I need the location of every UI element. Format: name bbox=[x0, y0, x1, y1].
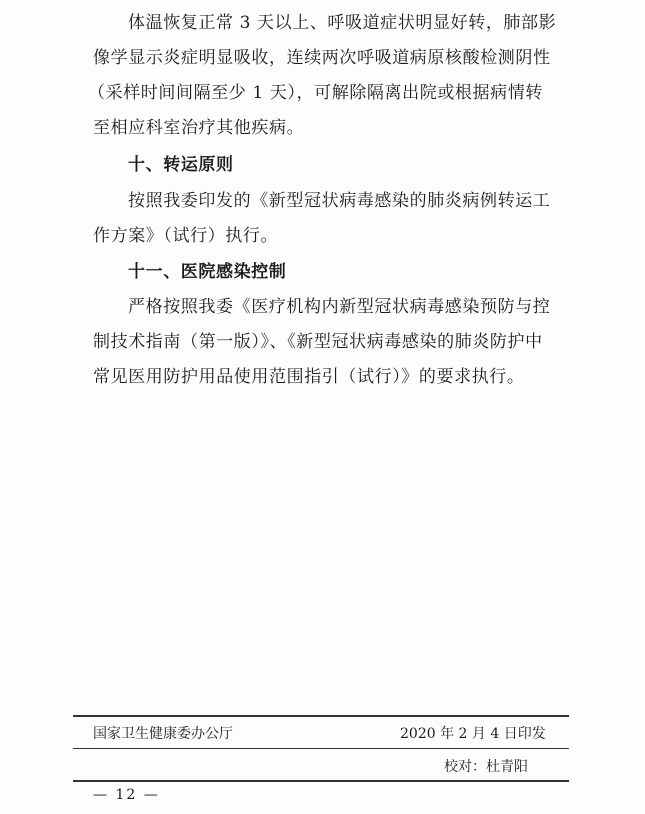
section-heading-10: 十、转运原则 bbox=[128, 155, 234, 175]
paragraph-1-line-4: 至相应科室治疗其他疾病。 bbox=[93, 118, 305, 138]
paragraph-1-line-2: 像学显示炎症明显吸收，连续两次呼吸道病原核酸检测阴性 bbox=[93, 48, 551, 68]
proofreader: 校对：杜青阳 bbox=[444, 759, 528, 775]
paragraph-2-line-1: 按照我委印发的《新型冠状病毒感染的肺炎病例转运工 bbox=[128, 191, 551, 211]
page-number: — 12 — bbox=[93, 787, 160, 803]
paragraph-3-line-2: 制技术指南（第一版）》、《新型冠状病毒感染的肺炎防护中 bbox=[93, 332, 543, 352]
footer-bottom-rule bbox=[73, 780, 569, 782]
paragraph-1-line-1: 体温恢复正常 3 天以上、呼吸道症状明显好转，肺部影 bbox=[128, 13, 557, 33]
footer-middle-rule bbox=[73, 748, 569, 749]
issue-date: 2020 年 2 月 4 日印发 bbox=[400, 726, 546, 742]
footer-top-rule bbox=[73, 715, 569, 717]
issuer-name: 国家卫生健康委办公厅 bbox=[93, 726, 233, 742]
paragraph-3-line-3: 常见医用防护用品使用范围指引（试行）》的要求执行。 bbox=[93, 367, 525, 387]
paragraph-3-line-1: 严格按照我委《医疗机构内新型冠状病毒感染预防与控 bbox=[128, 297, 551, 317]
paragraph-1-line-3: （采样时间间隔至少 1 天），可解除隔离出院或根据病情转 bbox=[88, 83, 543, 103]
section-heading-11: 十一、医院感染控制 bbox=[128, 262, 287, 282]
paragraph-2-line-2: 作方案》（试行）执行。 bbox=[93, 226, 279, 246]
